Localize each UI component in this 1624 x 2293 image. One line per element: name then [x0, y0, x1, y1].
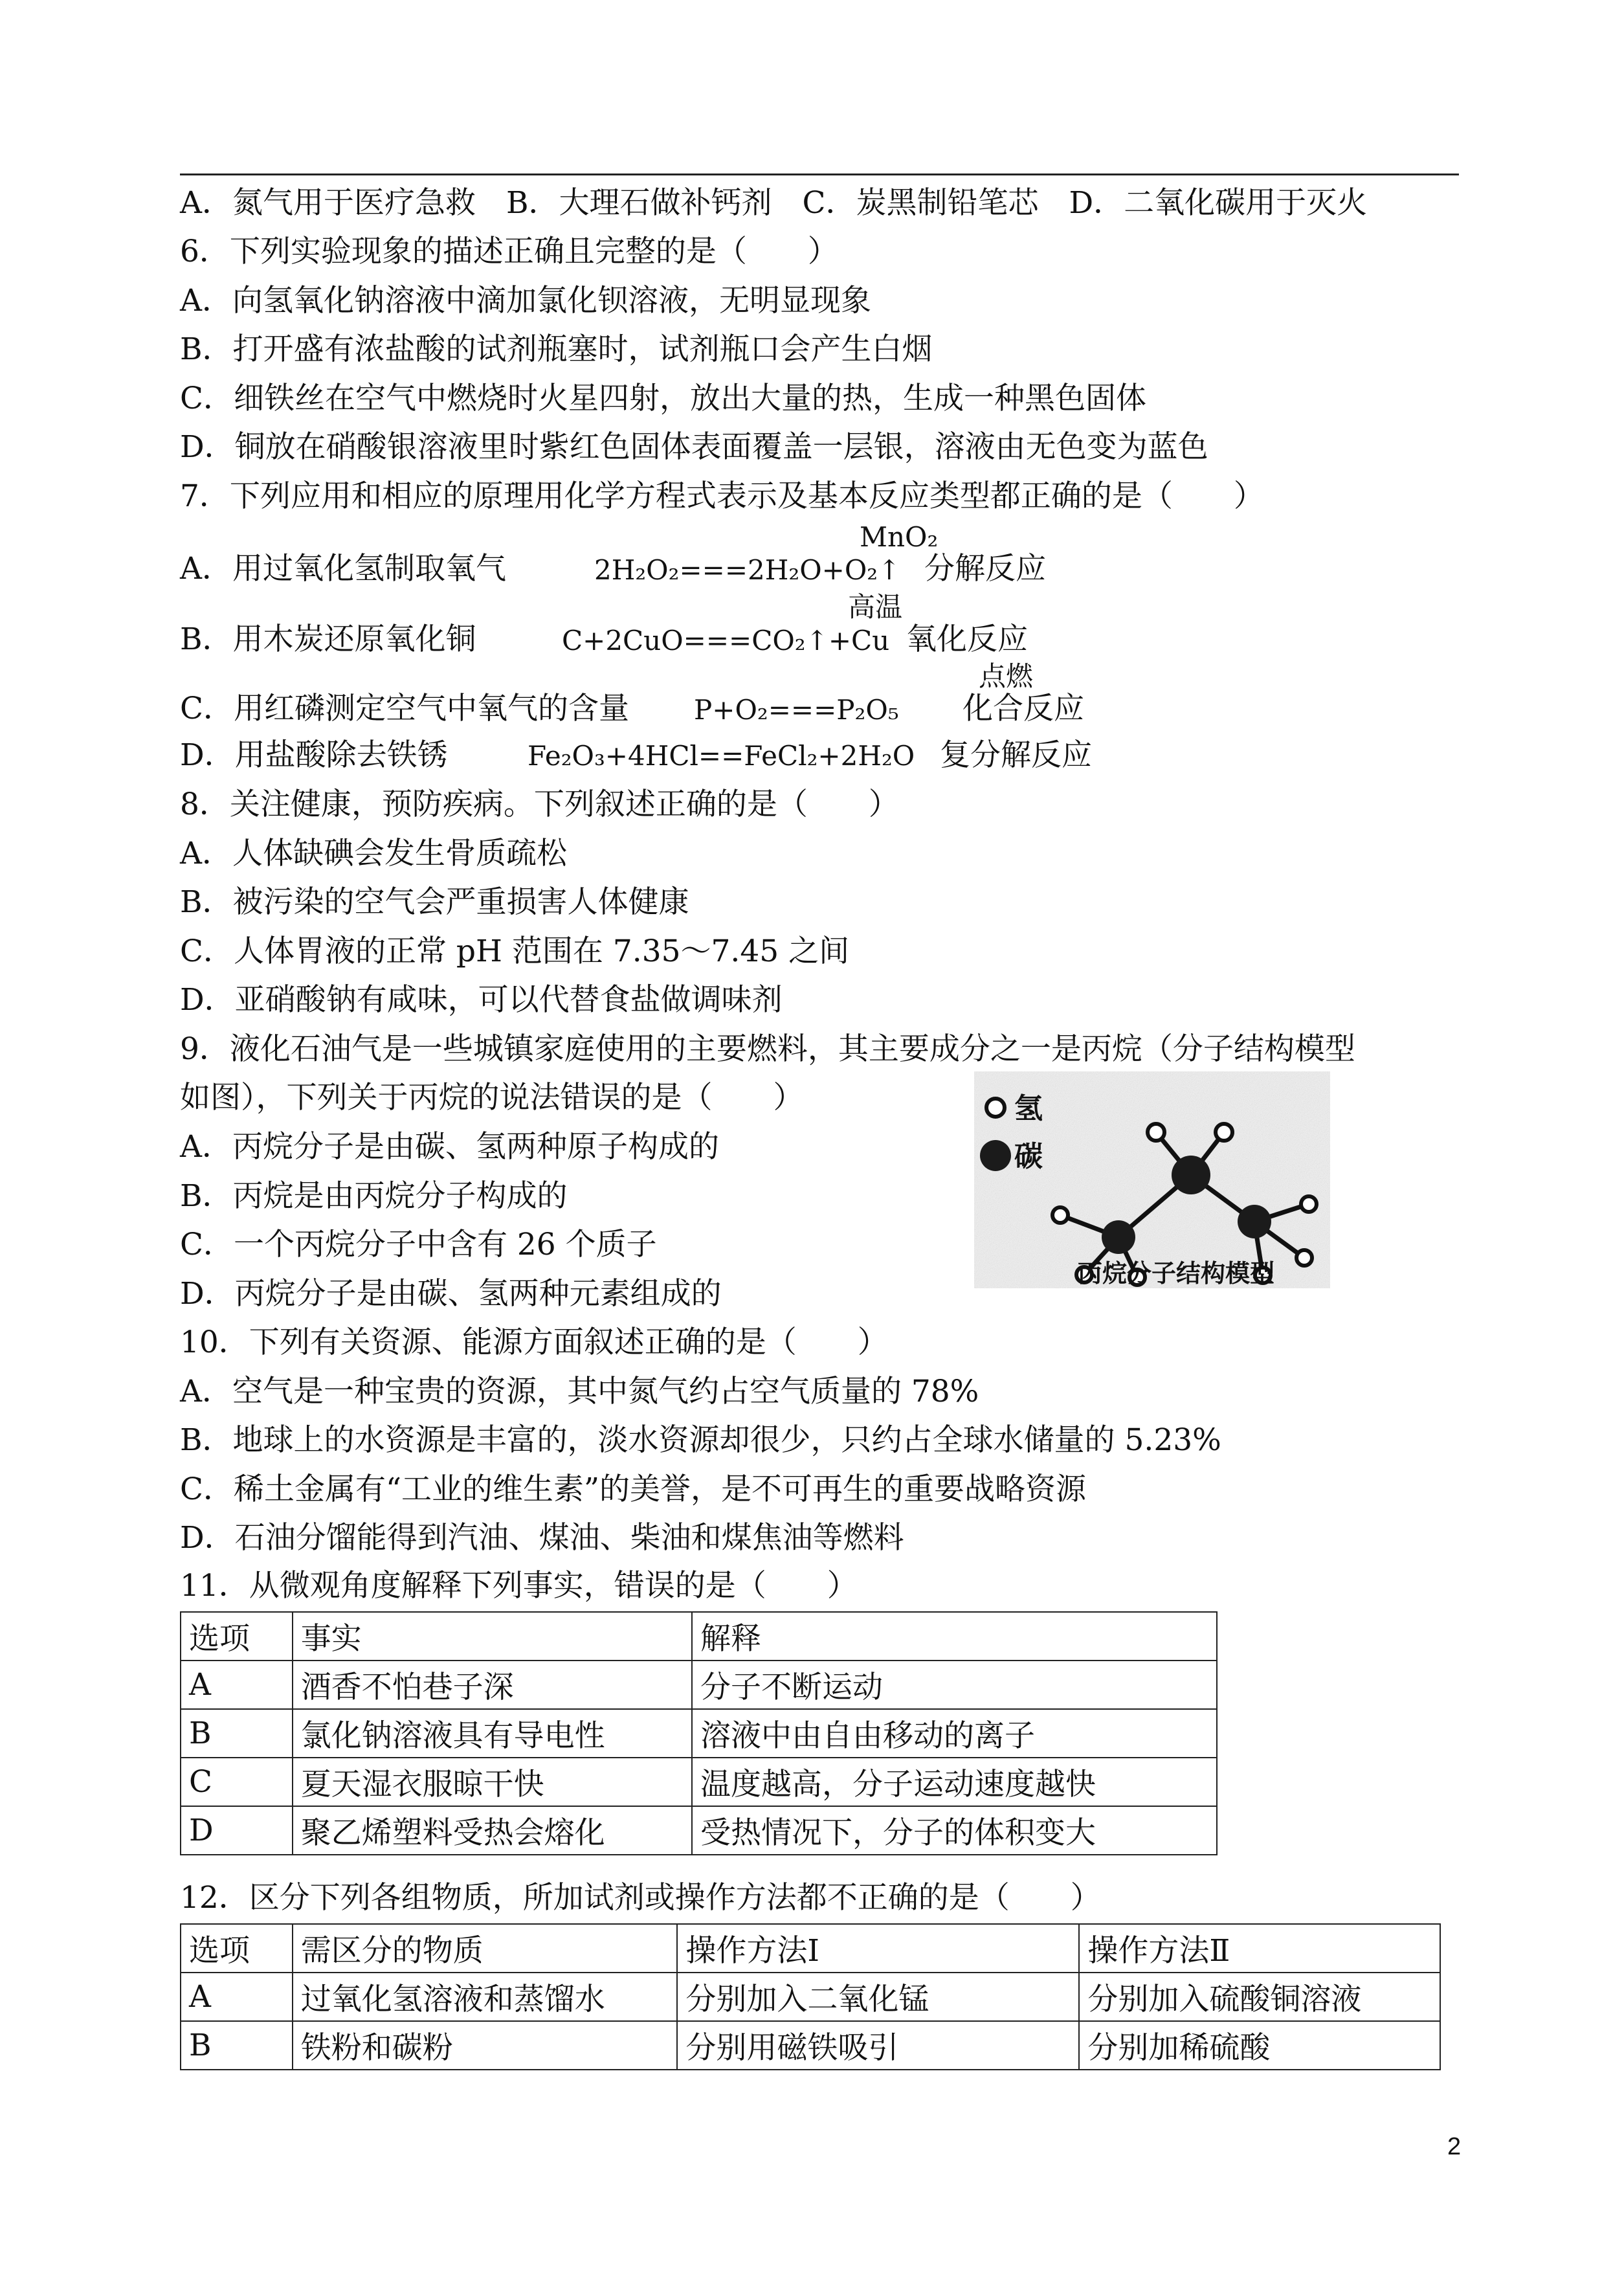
q8-option-d: D．亚硝酸钠有咸味，可以代替食盐做调味剂: [180, 982, 783, 1018]
table-cell: 分别加入硫酸铜溶液: [1079, 1973, 1440, 2021]
q7-option-c-label: C．用红磷测定空气中氧气的含量: [180, 691, 629, 726]
q8-stem: 8．关注健康，预防疾病。下列叙述正确的是（ ）: [180, 787, 899, 822]
q8-option-a: A．人体缺碘会发生骨质疏松: [180, 836, 567, 871]
q9-option-a: A．丙烷分子是由碳、氢两种原子构成的: [180, 1129, 719, 1165]
legend-carbon-label: 碳: [1014, 1140, 1043, 1173]
q10-option-d: D．石油分馏能得到汽油、煤油、柴油和煤焦油等燃料: [180, 1520, 904, 1556]
table-cell: 分子不断运动: [692, 1661, 1217, 1709]
q6-option-c: C．细铁丝在空气中燃烧时火星四射，放出大量的热，生成一种黑色固体: [180, 381, 1146, 416]
table-cell: D: [181, 1806, 293, 1855]
q7-option-b-type: 氧化反应: [906, 621, 1028, 657]
table-row: [181, 1709, 1217, 1758]
q10-stem: 10．下列有关资源、能源方面叙述正确的是（ ）: [180, 1325, 888, 1360]
q7-option-d-label: D．用盐酸除去铁锈: [180, 737, 448, 773]
hydrogen-atom: [1148, 1124, 1164, 1141]
propane-molecule-figure: [974, 1071, 1330, 1288]
table-row: [181, 1973, 1440, 2021]
table-header-cell: 选项: [181, 1924, 293, 1973]
q7-option-a-label: A．用过氧化氢制取氧气: [180, 551, 506, 587]
table-header-row: [181, 1612, 1217, 1661]
table-cell: A: [181, 1973, 293, 2021]
q10-option-a: A．空气是一种宝贵的资源，其中氮气约占空气质量的 78%: [180, 1374, 979, 1409]
table-cell: 夏天湿衣服晾干快: [293, 1758, 692, 1806]
q9-option-c: C．一个丙烷分子中含有 26 个质子: [180, 1227, 657, 1262]
carbon-atom-1: [1102, 1220, 1135, 1254]
table-cell: A: [181, 1661, 293, 1709]
table-cell: C: [181, 1758, 293, 1806]
table-cell: 聚乙烯塑料受热会熔化: [293, 1806, 692, 1855]
q9-option-d: D．丙烷分子是由碳、氢两种元素组成的: [180, 1276, 722, 1312]
q7-option-d-type: 复分解反应: [940, 737, 1092, 773]
table-row: [181, 2021, 1440, 2070]
table-cell: B: [181, 2021, 293, 2070]
q10-option-b: B．地球上的水资源是丰富的，淡水资源却很少，只约占全球水储量的 5.23%: [180, 1422, 1221, 1458]
q6-option-b: B．打开盛有浓盐酸的试剂瓶塞时，试剂瓶口会产生白烟: [180, 331, 933, 367]
q9-option-b: B．丙烷是由丙烷分子构成的: [180, 1178, 568, 1214]
q6-option-d: D．铜放在硝酸银溶液里时紫红色固体表面覆盖一层银，溶液由无色变为蓝色: [180, 429, 1208, 465]
table-row: [181, 1661, 1217, 1709]
hydrogen-atom: [1301, 1196, 1317, 1212]
q11-stem: 11．从微观角度解释下列事实，错误的是（ ）: [180, 1568, 858, 1604]
legend-carbon-icon: [980, 1140, 1011, 1171]
figure-caption: 丙烷分子结构模型: [1078, 1259, 1275, 1288]
q9-stem-line1: 9．液化石油气是一些城镇家庭使用的主要燃料，其主要成分之一是丙烷（分子结构模型: [180, 1031, 1355, 1067]
q7-a-condition: MnO₂: [860, 521, 939, 553]
q5-options: A．氮气用于医疗急救 B．大理石做补钙剂 C．炭黑制铅笔芯 D．二氧化碳用于灭火: [180, 185, 1368, 221]
table-cell: 温度越高，分子运动速度越快: [692, 1758, 1217, 1806]
table-header-cell: 需区分的物质: [293, 1924, 678, 1973]
table-header-row: [181, 1924, 1440, 1973]
q12-table: [180, 1923, 1441, 2070]
q7-option-b-equation: C+2CuO===CO₂↑+Cu: [562, 625, 890, 656]
header-rule: [180, 173, 1459, 175]
table-header-cell: 选项: [181, 1612, 293, 1661]
q8-option-c: C．人体胃液的正常 pH 范围在 7.35～7.45 之间: [180, 934, 850, 969]
legend-hydrogen-label: 氢: [1014, 1092, 1043, 1125]
q7-option-a-type: 分解反应: [924, 551, 1046, 587]
page-number: 2: [1447, 2133, 1462, 2160]
table-header-cell: 解释: [692, 1612, 1217, 1661]
table-cell: 过氧化氢溶液和蒸馏水: [293, 1973, 678, 2021]
table-cell: 溶液中由自由移动的离子: [692, 1709, 1217, 1758]
legend-hydrogen-icon: [986, 1099, 1005, 1117]
q11-table: [180, 1611, 1218, 1855]
table-row: [181, 1758, 1217, 1806]
q7-stem: 7．下列应用和相应的原理用化学方程式表示及基本反应类型都正确的是（ ）: [180, 478, 1264, 514]
table-cell: 铁粉和碳粉: [293, 2021, 678, 2070]
hydrogen-atom: [1296, 1250, 1312, 1266]
table-cell: 分别用磁铁吸引: [677, 2021, 1079, 2070]
q7-option-c-equation: P+O₂===P₂O₅: [694, 694, 899, 726]
table-cell: 分别加稀硫酸: [1079, 2021, 1440, 2070]
table-header-cell: 操作方法Ⅰ: [677, 1924, 1079, 1973]
table-cell: B: [181, 1709, 293, 1758]
table-cell: 酒香不怕巷子深: [293, 1661, 692, 1709]
q9-stem-line2: 如图），下列关于丙烷的说法错误的是（ ）: [180, 1080, 804, 1115]
q10-option-c: C．稀土金属有“工业的维生素”的美誉，是不可再生的重要战略资源: [180, 1471, 1087, 1507]
table-cell: 氯化钠溶液具有导电性: [293, 1709, 692, 1758]
carbon-atom-3: [1238, 1205, 1271, 1238]
table-cell: 受热情况下，分子的体积变大: [692, 1806, 1217, 1855]
q7-option-b-label: B．用木炭还原氧化铜: [180, 621, 476, 657]
q7-b-condition: 高温: [848, 591, 903, 623]
table-header-cell: 事实: [293, 1612, 692, 1661]
q12-stem: 12．区分下列各组物质，所加试剂或操作方法都不正确的是（ ）: [180, 1880, 1101, 1916]
q7-option-d-equation: Fe₂O₃+4HCl==FeCl₂+2H₂O: [528, 740, 915, 772]
q6-stem: 6．下列实验现象的描述正确且完整的是（ ）: [180, 234, 838, 269]
q7-option-c-type: 化合反应: [962, 691, 1084, 726]
table-row: [181, 1806, 1217, 1855]
q6-option-a: A．向氢氧化钠溶液中滴加氯化钡溶液，无明显现象: [180, 283, 871, 319]
hydrogen-atom: [1216, 1124, 1232, 1141]
q7-c-condition: 点燃: [979, 660, 1034, 692]
hydrogen-atom: [1052, 1207, 1068, 1223]
table-cell: 分别加入二氧化锰: [677, 1973, 1079, 2021]
carbon-atom-2: [1172, 1156, 1210, 1194]
q7-option-a-equation: 2H₂O₂===2H₂O+O₂↑: [594, 554, 901, 586]
table-header-cell: 操作方法Ⅱ: [1079, 1924, 1440, 1973]
q8-option-b: B．被污染的空气会严重损害人体健康: [180, 884, 689, 920]
